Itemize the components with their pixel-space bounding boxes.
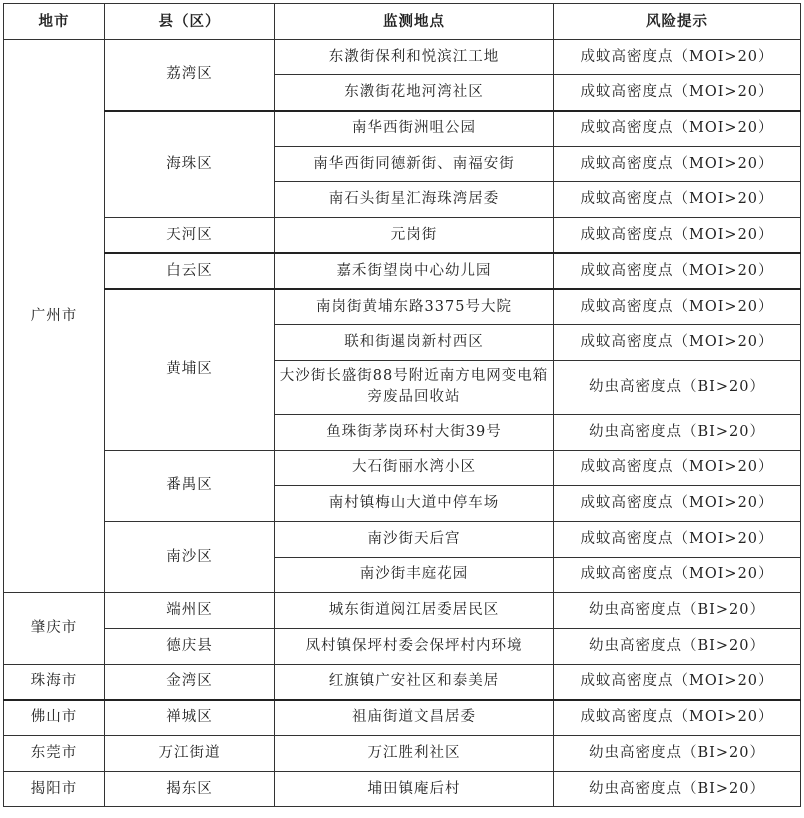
district-cell: 黄埔区 bbox=[105, 289, 275, 450]
district-cell: 端州区 bbox=[105, 593, 275, 629]
site-cell: 东漖街保利和悦滨江工地 bbox=[275, 39, 554, 75]
city-cell: 佛山市 bbox=[4, 700, 105, 736]
risk-cell: 幼虫高密度点（BI>20） bbox=[554, 414, 801, 450]
risk-cell: 成蚊高密度点（MOI>20） bbox=[554, 218, 801, 254]
table-row bbox=[4, 218, 801, 254]
district-cell: 万江街道 bbox=[105, 736, 275, 772]
site-cell: 埔田镇庵后村 bbox=[275, 771, 554, 807]
site-cell: 鱼珠街茅岗环村大街39号 bbox=[275, 414, 554, 450]
risk-cell: 成蚊高密度点（MOI>20） bbox=[554, 325, 801, 361]
risk-cell: 成蚊高密度点（MOI>20） bbox=[554, 450, 801, 486]
district-cell: 德庆县 bbox=[105, 629, 275, 665]
table-row bbox=[4, 664, 801, 700]
table-row bbox=[4, 736, 801, 772]
city-cell: 揭阳市 bbox=[4, 771, 105, 807]
risk-cell: 幼虫高密度点（BI>20） bbox=[554, 360, 801, 414]
district-cell: 白云区 bbox=[105, 253, 275, 289]
risk-cell: 成蚊高密度点（MOI>20） bbox=[554, 182, 801, 218]
table-row bbox=[4, 593, 801, 629]
risk-cell: 幼虫高密度点（BI>20） bbox=[554, 771, 801, 807]
risk-cell: 成蚊高密度点（MOI>20） bbox=[554, 521, 801, 557]
table-row bbox=[4, 629, 801, 665]
table-row bbox=[4, 771, 801, 807]
table-row bbox=[4, 39, 801, 75]
header-row bbox=[4, 4, 801, 40]
district-cell: 南沙区 bbox=[105, 521, 275, 592]
site-cell: 东漖街花地河湾社区 bbox=[275, 75, 554, 111]
table-row bbox=[4, 521, 801, 557]
site-cell: 南岗街黄埔东路3375号大院 bbox=[275, 289, 554, 325]
risk-cell: 幼虫高密度点（BI>20） bbox=[554, 593, 801, 629]
site-cell: 南沙街天后宫 bbox=[275, 521, 554, 557]
city-cell: 珠海市 bbox=[4, 664, 105, 700]
site-cell: 联和街暹岗新村西区 bbox=[275, 325, 554, 361]
monitoring-table bbox=[3, 3, 801, 807]
risk-cell: 成蚊高密度点（MOI>20） bbox=[554, 486, 801, 522]
header-site: 监测地点 bbox=[275, 4, 554, 40]
site-cell: 南村镇梅山大道中停车场 bbox=[275, 486, 554, 522]
site-cell: 南华西街洲咀公园 bbox=[275, 111, 554, 147]
risk-cell: 幼虫高密度点（BI>20） bbox=[554, 736, 801, 772]
risk-cell: 成蚊高密度点（MOI>20） bbox=[554, 557, 801, 593]
risk-cell: 成蚊高密度点（MOI>20） bbox=[554, 146, 801, 182]
site-cell: 大沙街长盛街88号附近南方电网变电箱旁废品回收站 bbox=[275, 360, 554, 414]
site-cell: 元岗街 bbox=[275, 218, 554, 254]
district-cell: 金湾区 bbox=[105, 664, 275, 700]
district-cell: 海珠区 bbox=[105, 111, 275, 218]
city-cell: 广州市 bbox=[4, 39, 105, 593]
site-cell: 万江胜利社区 bbox=[275, 736, 554, 772]
header-district: 县（区） bbox=[105, 4, 275, 40]
risk-cell: 成蚊高密度点（MOI>20） bbox=[554, 39, 801, 75]
table-row bbox=[4, 111, 801, 147]
district-cell: 天河区 bbox=[105, 218, 275, 254]
site-cell: 南沙街丰庭花园 bbox=[275, 557, 554, 593]
district-cell: 揭东区 bbox=[105, 771, 275, 807]
table-row bbox=[4, 450, 801, 486]
site-cell: 南石头街星汇海珠湾居委 bbox=[275, 182, 554, 218]
table-row bbox=[4, 700, 801, 736]
site-cell: 城东街道阅江居委居民区 bbox=[275, 593, 554, 629]
district-cell: 荔湾区 bbox=[105, 39, 275, 110]
table-row bbox=[4, 253, 801, 289]
district-cell: 番禺区 bbox=[105, 450, 275, 521]
site-cell: 南华西街同德新街、南福安街 bbox=[275, 146, 554, 182]
risk-cell: 成蚊高密度点（MOI>20） bbox=[554, 664, 801, 700]
risk-cell: 成蚊高密度点（MOI>20） bbox=[554, 700, 801, 736]
header-risk: 风险提示 bbox=[554, 4, 801, 40]
risk-cell: 成蚊高密度点（MOI>20） bbox=[554, 75, 801, 111]
site-cell: 红旗镇广安社区和泰美居 bbox=[275, 664, 554, 700]
risk-cell: 幼虫高密度点（BI>20） bbox=[554, 629, 801, 665]
site-cell: 凤村镇保坪村委会保坪村内环境 bbox=[275, 629, 554, 665]
site-cell: 祖庙街道文昌居委 bbox=[275, 700, 554, 736]
district-cell: 禅城区 bbox=[105, 700, 275, 736]
table-row bbox=[4, 289, 801, 325]
site-cell: 嘉禾街望岗中心幼儿园 bbox=[275, 253, 554, 289]
city-cell: 东莞市 bbox=[4, 736, 105, 772]
risk-cell: 成蚊高密度点（MOI>20） bbox=[554, 253, 801, 289]
risk-cell: 成蚊高密度点（MOI>20） bbox=[554, 289, 801, 325]
header-city: 地市 bbox=[4, 4, 105, 40]
city-cell: 肇庆市 bbox=[4, 593, 105, 664]
risk-cell: 成蚊高密度点（MOI>20） bbox=[554, 111, 801, 147]
site-cell: 大石街丽水湾小区 bbox=[275, 450, 554, 486]
